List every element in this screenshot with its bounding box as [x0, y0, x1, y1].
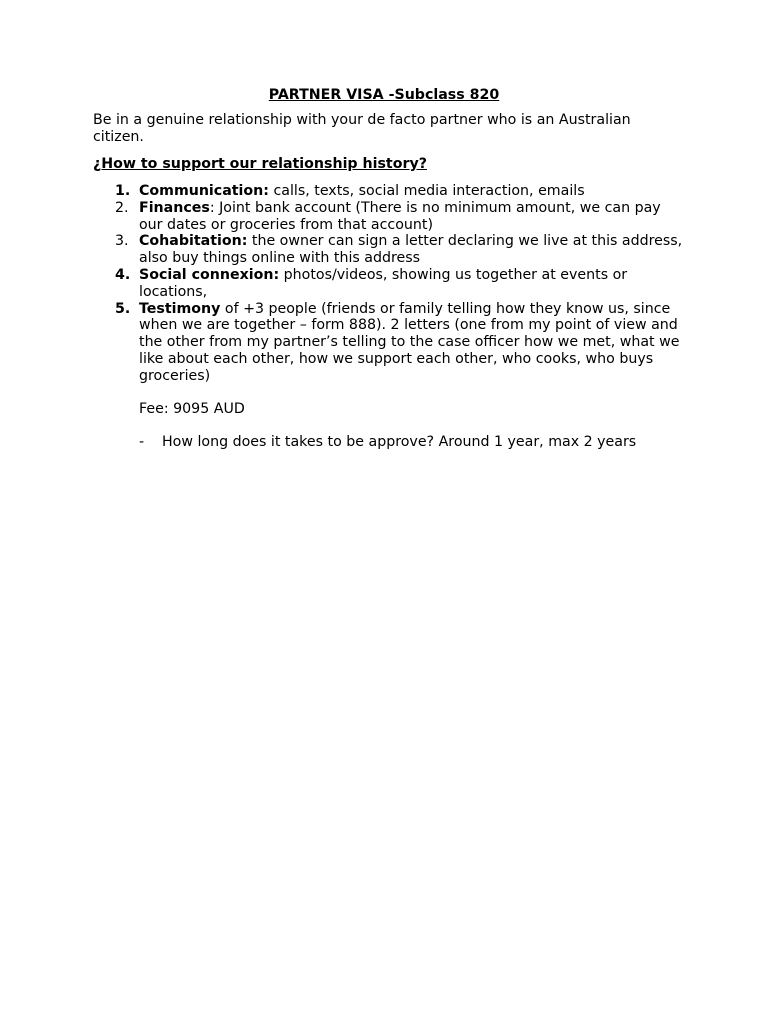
list-item-lead: Social connexion:	[139, 266, 280, 283]
list-item-number: 3.	[115, 233, 129, 250]
fee-line: Fee: 9095 AUD	[139, 401, 245, 417]
list-item-text: photos/videos, showing us together at events or locations,	[139, 266, 628, 300]
list-item-communication	[93, 183, 683, 200]
list-item-lead: Finances	[139, 199, 210, 216]
list-item-text: the owner can sign a letter declaring we live at this address, also buy things online with this address	[139, 233, 683, 267]
document-title: PARTNER VISA -Subclass 820	[268, 87, 500, 103]
list-item-lead: Testimony	[139, 300, 221, 317]
note-text: How long does it takes to be approve? Around 1 year, max 2 years	[162, 434, 637, 450]
list-item-number: 5.	[115, 300, 131, 317]
note-bullet: -	[139, 434, 145, 450]
list-item-social-connexion	[93, 267, 683, 301]
intro-paragraph: Be in a genuine relationship with your de facto partner who is an Australian citizen.	[93, 112, 631, 145]
list-item-finances	[93, 200, 683, 234]
list-item-text: calls, texts, social media interaction, emails	[268, 183, 585, 199]
list-item-text: : Joint bank account (There is no minimum amount, we can pay our dates or groceries from that account)	[139, 199, 661, 233]
list-item-lead: Communication:	[139, 183, 269, 199]
list-item-number: 1.	[115, 183, 131, 199]
list-item-text: of +3 people (friends or family telling how they know us, since when we are together – form 888). 2 letters (one from my point of view and the other from my partner’s telling to the case officer how we met, what we like about each other, how we support each other, who cooks, who buys groceries)	[139, 300, 680, 384]
list-item-number: 4.	[115, 266, 131, 283]
evidence-list	[93, 183, 683, 385]
processing-time-note	[139, 434, 679, 451]
list-item-lead: Cohabitation:	[139, 233, 248, 250]
list-item-cohabitation	[93, 233, 683, 267]
list-item-testimony	[93, 301, 683, 385]
section-heading: ¿How to support our relationship history?	[93, 156, 427, 172]
list-item-number: 2.	[115, 199, 129, 216]
